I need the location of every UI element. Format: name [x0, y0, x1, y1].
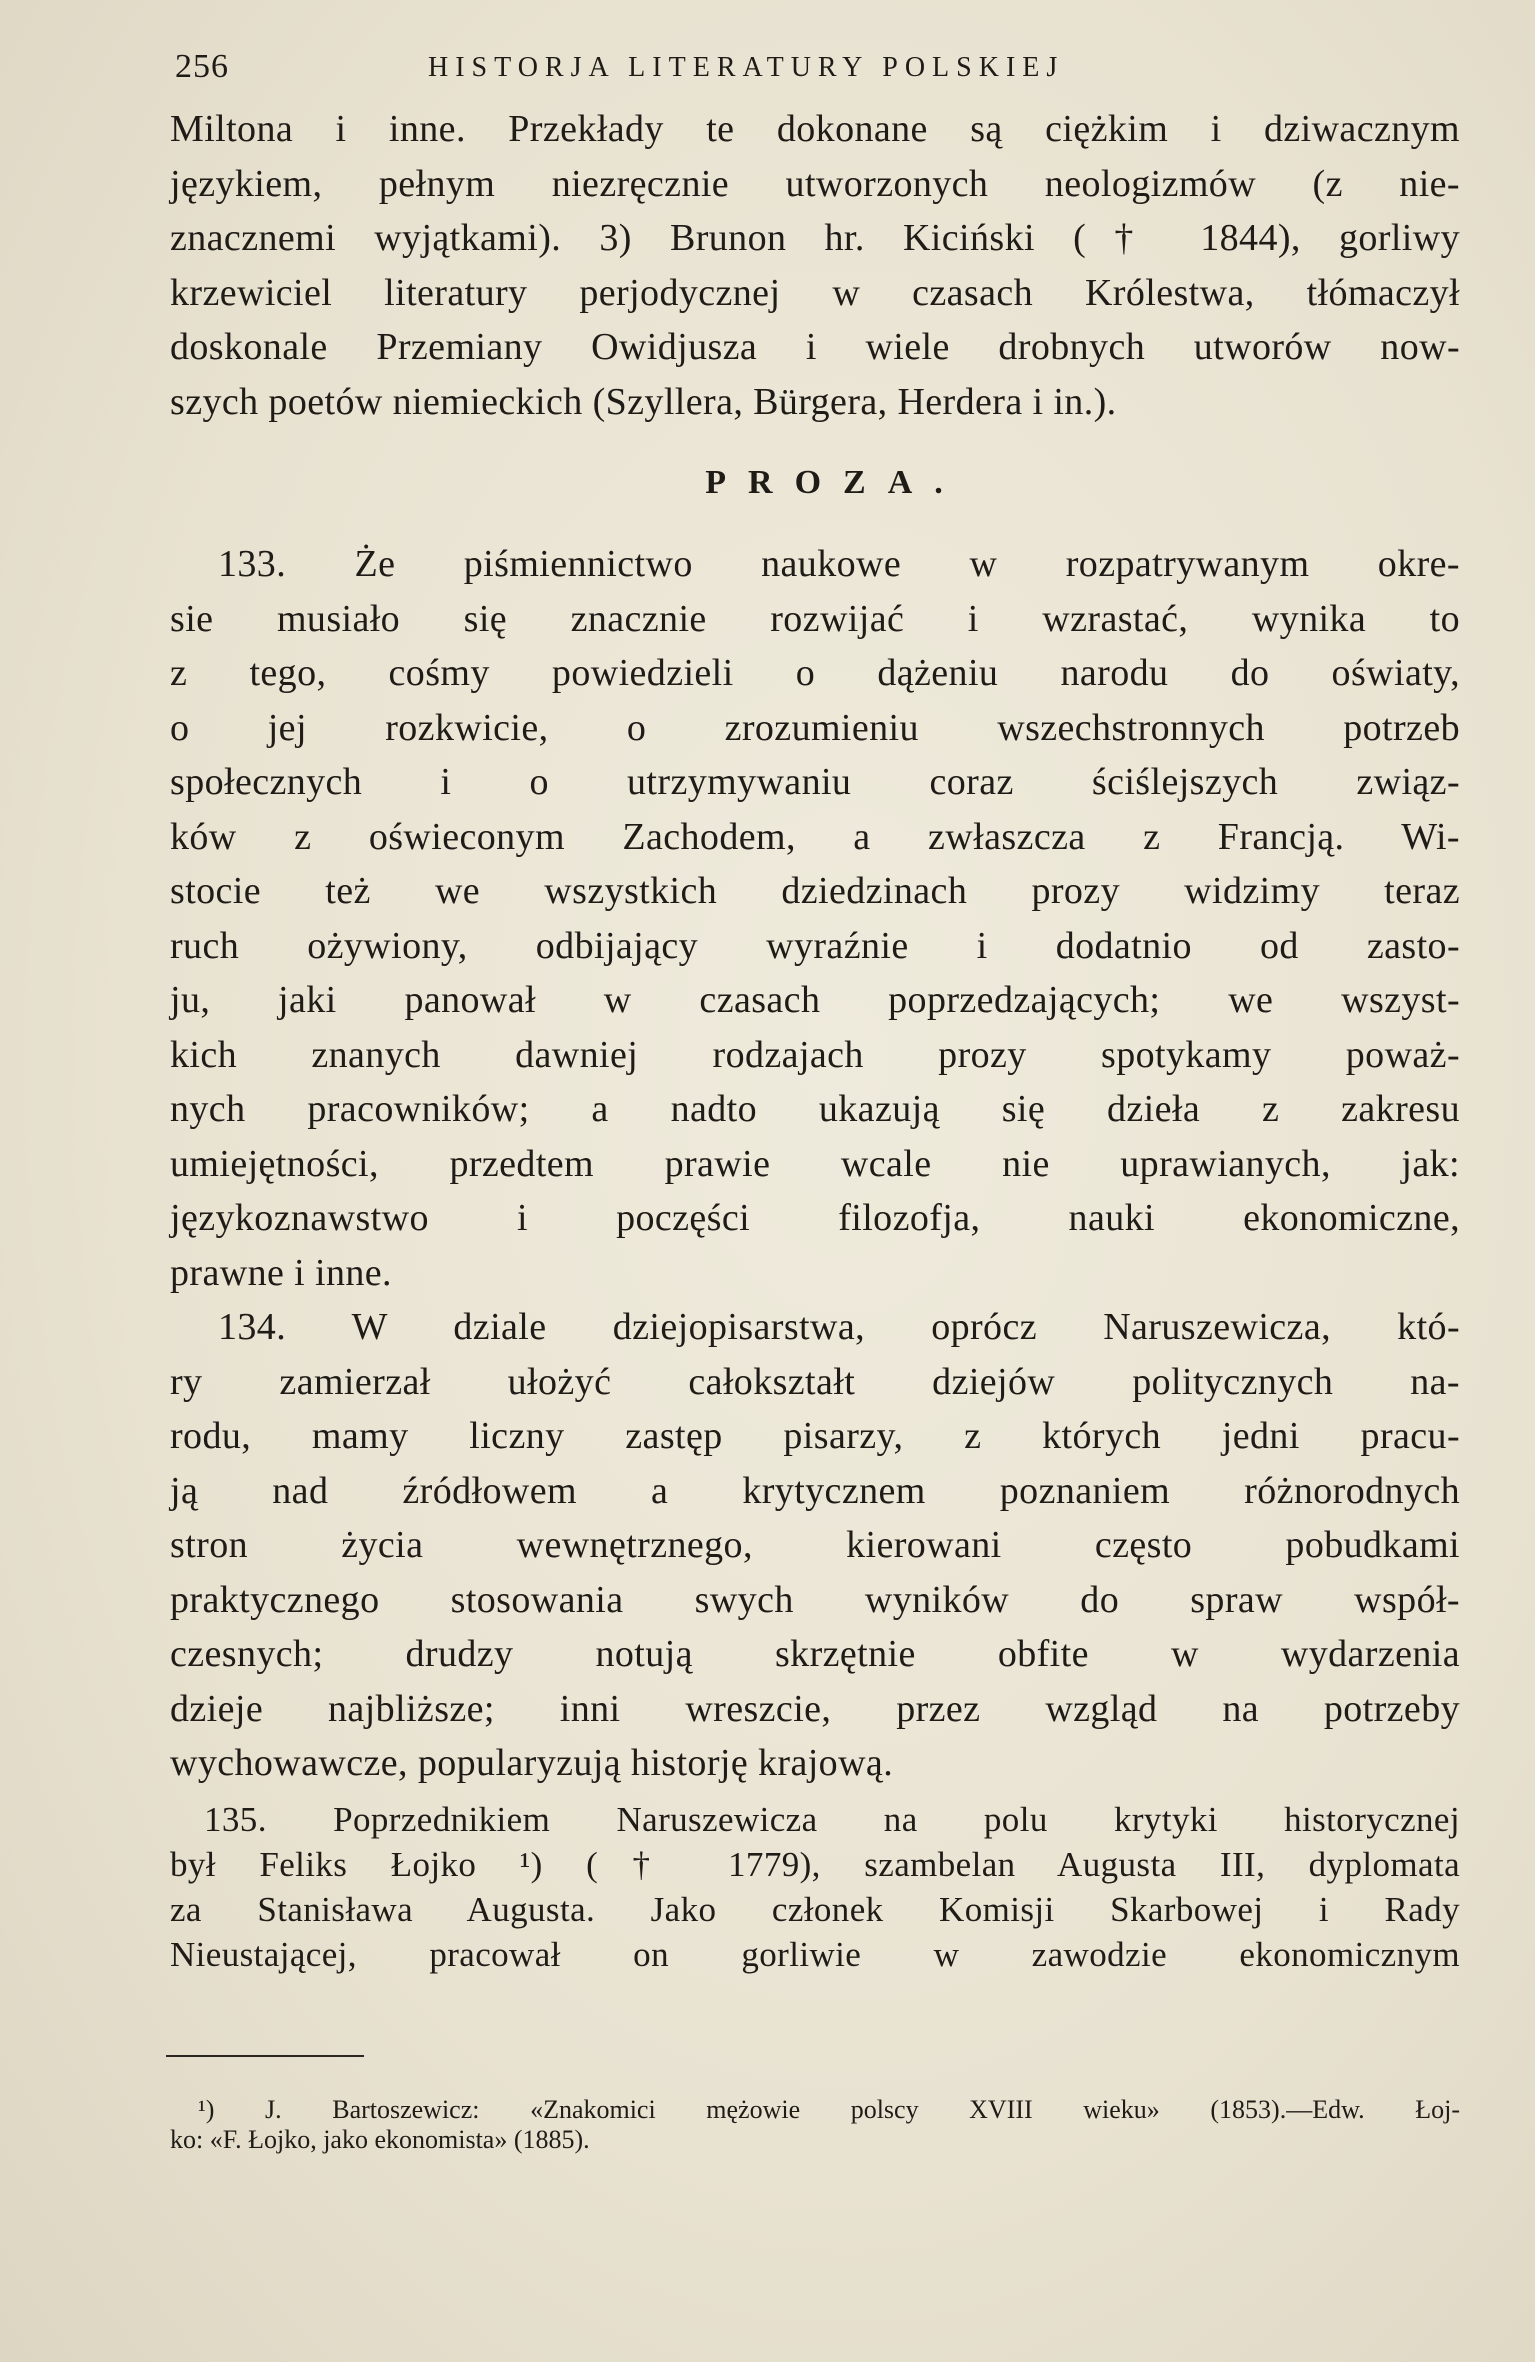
paragraph-134-line: czesnych; drudzy notują skrzętnie obfite w wydarzenia	[170, 1633, 1460, 1675]
page-number: 256	[175, 48, 229, 85]
paragraph-133-line: językoznawstwo i poczęści filozofja, nauki ekonomiczne,	[170, 1197, 1460, 1239]
paragraph-133-line: z tego, cośmy powiedzieli o dążeniu narodu do oświaty,	[170, 652, 1460, 694]
running-title: HISTORJA LITERATURY POLSKIEJ	[428, 52, 1065, 83]
body-text	[170, 102, 1460, 1977]
text-line: znacznemi wyjątkami). 3) Brunon hr. Kiciński († 1844), gorliwy	[170, 217, 1460, 259]
paragraph-134-line: rodu, mamy liczny zastęp pisarzy, z których jedni pracu-	[170, 1415, 1460, 1457]
paragraph-134-line: stron życia wewnętrznego, kierowani często pobudkami	[170, 1524, 1460, 1566]
footnote-line: ko: «F. Łojko, jako ekonomista» (1885).	[170, 2125, 590, 2154]
paragraph-134-line: ry zamierzał ułożyć całokształt dziejów politycznych na-	[170, 1360, 1460, 1403]
text-line: doskonale Przemiany Owidjusza i wiele drobnych utworów now-	[170, 326, 1460, 368]
text-line: krzewiciel literatury perjodycznej w czasach Królestwa, tłómaczył	[170, 271, 1460, 314]
paragraph-133-line: ruch ożywiony, odbijający wyraźnie i dodatnio od zasto-	[170, 924, 1460, 967]
paragraph-133-line: o jej rozkwicie, o zrozumieniu wszechstronnych potrzeb	[170, 706, 1460, 749]
footnote-divider	[166, 2055, 364, 2057]
paragraph-133-line: prawne i inne.	[170, 1251, 392, 1294]
text-line: szych poetów niemieckich (Szyllera, Bürgera, Herdera i in.).	[170, 380, 1117, 423]
paragraph-135-line: był Feliks Łojko ¹) († 1779), szambelan Augusta III, dyplomata	[170, 1844, 1460, 1884]
page-header	[170, 40, 1460, 100]
paragraph-133-line: sie musiało się znacznie rozwijać i wzrastać, wynika to	[170, 597, 1460, 640]
paragraph-134-line: dzieje najbliższe; inni wreszcie, przez wzgląd na potrzeby	[170, 1687, 1460, 1730]
paragraph-134-line: wychowawcze, popularyzują historję krajową.	[170, 1742, 894, 1784]
paragraph-134-line: ją nad źródłowem a krytycznem poznaniem różnorodnych	[170, 1469, 1460, 1512]
paragraph-133-line: kich znanych dawniej rodzajach prozy spotykamy poważ-	[170, 1033, 1460, 1076]
footnotes	[170, 2095, 1460, 2155]
paragraph-135-line: za Stanisława Augusta. Jako członek Komisji Skarbowej i Rady	[170, 1889, 1460, 1929]
paragraph-133-line: 133. Że piśmiennictwo naukowe w rozpatrywanym okre-	[218, 543, 1460, 585]
paragraph-133-line: umiejętności, przedtem prawie wcale nie uprawianych, jak:	[170, 1142, 1460, 1185]
text-line: językiem, pełnym niezręcznie utworzonych neologizmów (z nie-	[170, 162, 1460, 205]
paragraph-133-line: społecznych i o utrzymywaniu coraz ściślejszych związ-	[170, 761, 1460, 803]
paragraph-133-line: ków z oświeconym Zachodem, a zwłaszcza z Francją. Wi-	[170, 815, 1460, 858]
paragraph-135-line: 135. Poprzednikiem Naruszewicza na polu krytyki historycznej	[204, 1799, 1460, 1839]
paragraph-133-line: stocie też we wszystkich dziedzinach prozy widzimy teraz	[170, 870, 1460, 912]
section-title: PROZA.	[705, 464, 965, 501]
footnote-line: ¹) J. Bartoszewicz: «Znakomici mężowie polscy XVIII wieku» (1853).—Edw. Łoj-	[198, 2095, 1460, 2124]
paragraph-135-line: Nieustającej, pracował on gorliwie w zawodzie ekonomicznym	[170, 1934, 1460, 1974]
text-line: Miltona i inne. Przekłady te dokonane są ciężkim i dziwacznym	[170, 108, 1460, 150]
paragraph-133-line: ju, jaki panował w czasach poprzedzających; we wszyst-	[170, 979, 1460, 1021]
paragraph-134-line: praktycznego stosowania swych wyników do spraw współ-	[170, 1578, 1460, 1621]
paragraph-134-line: 134. W dziale dziejopisarstwa, oprócz Naruszewicza, któ-	[218, 1306, 1460, 1348]
paragraph-133-line: nych pracowników; a nadto ukazują się dzieła z zakresu	[170, 1088, 1460, 1130]
